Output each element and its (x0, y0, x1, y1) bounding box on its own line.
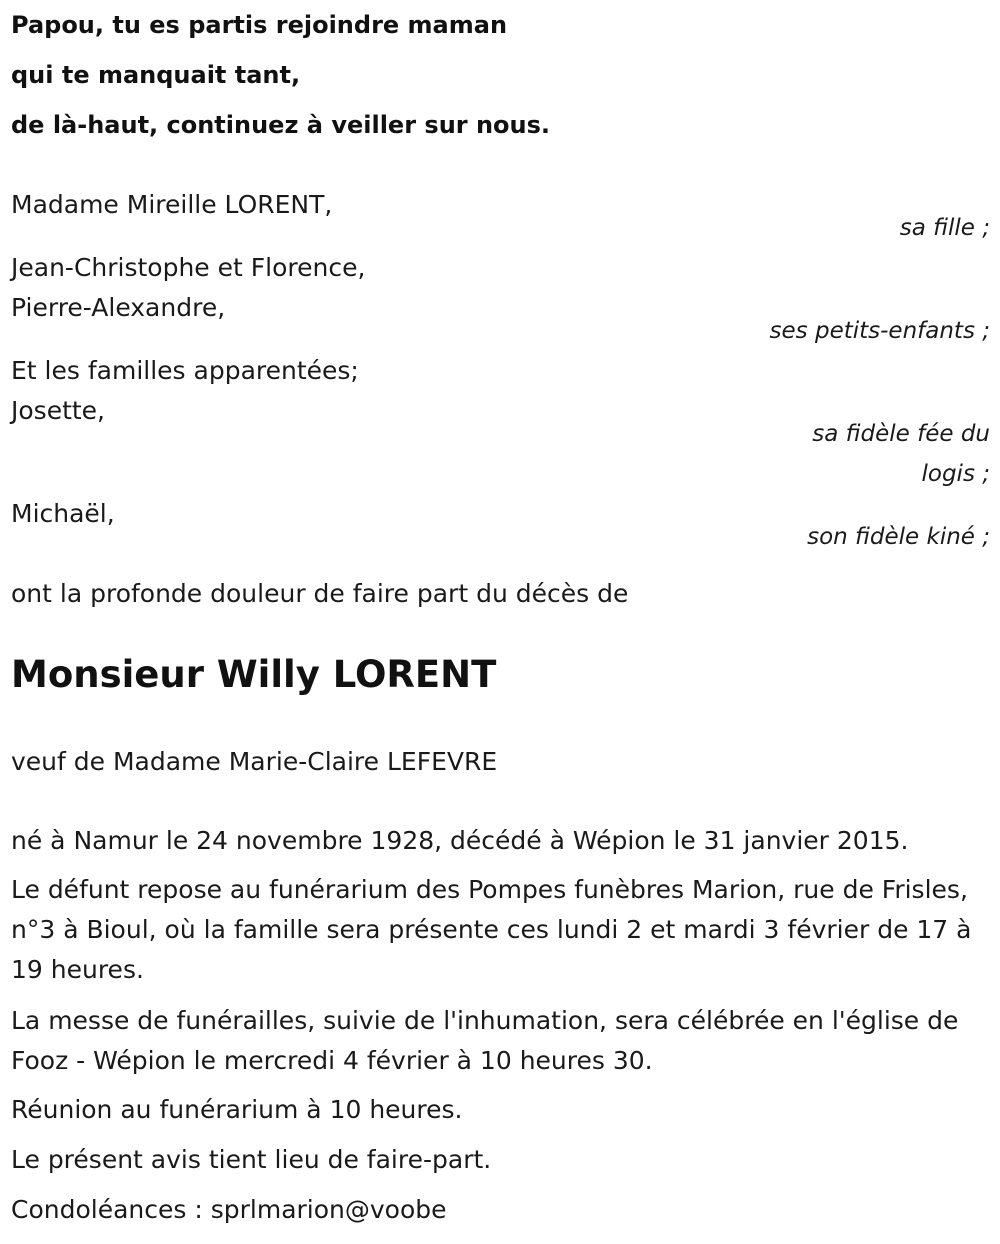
poem-line-2: qui te manquait tant, (11, 61, 301, 89)
notice-paragraph: Le présent avis tient lieu de faire-part. (11, 1145, 492, 1174)
grandchildren-role: ses petits-enfants ; (769, 318, 990, 344)
poem-line-3: de là-haut, continuez à veiller sur nous. (11, 111, 551, 139)
widower-line: veuf de Madame Marie-Claire LEFEVRE (11, 747, 498, 776)
grandchild-name-1: Jean-Christophe et Florence, (11, 253, 366, 282)
grandchild-name-2: Pierre-Alexandre, (11, 293, 226, 322)
poem-line-1: Papou, tu es partis rejoindre maman (11, 11, 508, 39)
kine-name: Michaël, (11, 499, 115, 528)
deceased-name: Monsieur Willy LORENT (11, 653, 497, 696)
relatives-line: Et les familles apparentées; (11, 356, 359, 385)
rest-paragraph: Le défunt repose au funérarium des Pompes funèbres Marion, rue de Frisles, n°3 à Bioul, où la famille sera présente ces lundi 2 et mardi 3 février de 17 à 19 heures. (11, 875, 972, 984)
condolences-paragraph: Condoléances : sprlmarion@voobe (11, 1195, 447, 1224)
fairy-role-line-2: logis ; (921, 461, 990, 487)
fairy-name: Josette, (11, 396, 106, 425)
kine-role: son fidèle kiné ; (807, 524, 990, 550)
announcement-text: ont la profonde douleur de faire part du décès de (11, 579, 629, 608)
meeting-paragraph: Réunion au funérarium à 10 heures. (11, 1095, 463, 1124)
daughter-role: sa fille ; (899, 215, 990, 241)
fairy-role-line-1: sa fidèle fée du (812, 421, 990, 447)
birth-death-paragraph: né à Namur le 24 novembre 1928, décédé à Wépion le 31 janvier 2015. (11, 826, 909, 855)
daughter-name: Madame Mireille LORENT, (11, 190, 333, 219)
mass-paragraph: La messe de funérailles, suivie de l'inhumation, sera célébrée en l'église de Fooz - Wépion le mercredi 4 février à 10 heures 30. (11, 1006, 959, 1075)
